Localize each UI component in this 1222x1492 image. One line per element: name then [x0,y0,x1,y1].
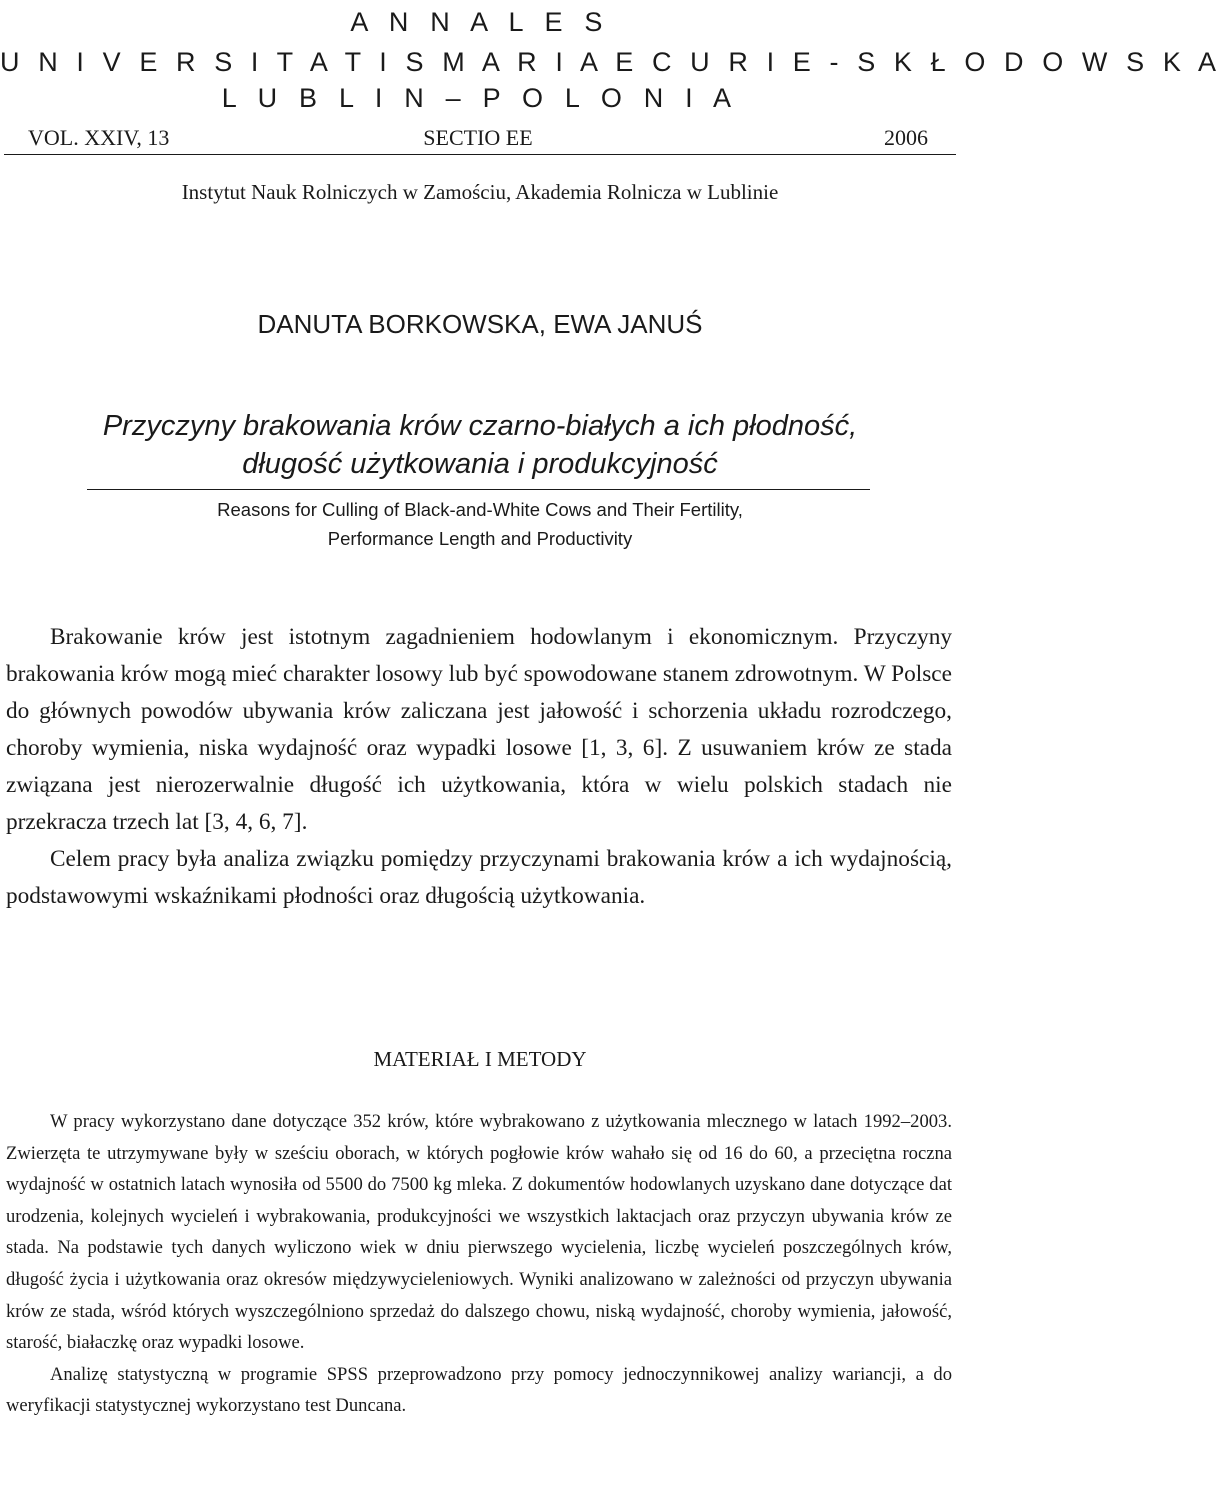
title-rule [87,489,870,490]
authors: DANUTA BORKOWSKA, EWA JANUŚ [257,309,703,339]
section-label: SECTIO EE [423,125,533,150]
title-polish-line2: długość użytkowania i produkcyjność [242,448,718,480]
title-polish-line1: Przyczyny brakowania krów czarno-białych a ich płodność, [102,410,858,442]
journal-name: A N N A L E S [350,7,610,37]
statistics-paragraph: Analizę statystyczną w programie SPSS przeprowadzono przy pomocy jednoczynnikowej analizy wariancji, a do weryfikacji statystycznej wykorzystano test Duncana. [6,1363,952,1417]
intro-paragraph: Brakowanie krów jest istotnym zagadnieniem hodowlanym i ekonomicznym. Przyczyny brakowania krów mogą mieć charakter losowy lub być spowodowane stanem zdrowotnym. W Polsce do głównych powodów ubywania krów zaliczana jest jałowość i schorzenia układu rozrodczego, choroby wymienia, niska wydajność oraz wypadki losowe [1, 3, 6]. Z usuwaniem krów ze stada związana jest nierozerwalnie długość ich użytkowania, która w wielu polskich stadach nie przekracza trzech lat [3, 4, 6, 7]. [6,624,952,835]
title-english-line2: Performance Length and Productivity [327,528,633,549]
city-country: L U B L I N – P O L O N I A [221,83,739,113]
methods-paragraph: W pracy wykorzystano dane dotyczące 352 krów, które wybrakowano z użytkowania mlecznego w latach 1992–2003. Zwierzęta te utrzymywane były w sześciu oborach, w których pogłowie krów wahało się od 16 do 60, a przeciętna roczna wydajność w ostatnich latach wynosiła od 5500 do 7500 kg mleka. Z dokumentów hodowlanych uzyskano dane dotyczące dat urodzenia, kolejnych wycieleń i wybrakowania, produkcyjności we wszystkich laktacjach oraz przyczyn ubywania krów ze stada. Na podstawie tych danych wyliczono wiek w dniu pierwszego wycielenia, liczbę wycieleń poszczególnych krów, długość życia i użytkowania oraz okresów międzywycieleniowych. Wyniki analizowano w zależności od przyczyn ubywania krów ze stada, wśród których wyszczególniono sprzedaż do dalszego chowu, niską wydajność, choroby wymienia, jałowość, starość, białaczkę oraz wypadki losowe. [6,1111,952,1354]
institution: Instytut Nauk Rolniczych w Zamościu, Akademia Rolnicza w Lublinie [181,180,779,204]
university-name: U N I V E R S I T A T I S M A R I A E C U R I E - S K Ł O D O W S K A [0,47,1222,77]
introduction [6,619,952,915]
year-label: 2006 [884,125,928,150]
aim-paragraph: Celem pracy była analiza związku pomiędzy przyczynami brakowania krów a ich wydajnością, podstawowymi wskaźnikami płodności oraz długością użytkowania. [6,846,952,909]
issue-info [28,123,928,153]
methods-section [6,1106,952,1422]
volume-label: VOL. XXIV, 13 [28,125,170,150]
header-rule [4,154,956,155]
section-heading-methods: MATERIAŁ I METODY [373,1047,587,1071]
title-english-line1: Reasons for Culling of Black-and-White Cows and Their Fertility, [217,499,743,520]
